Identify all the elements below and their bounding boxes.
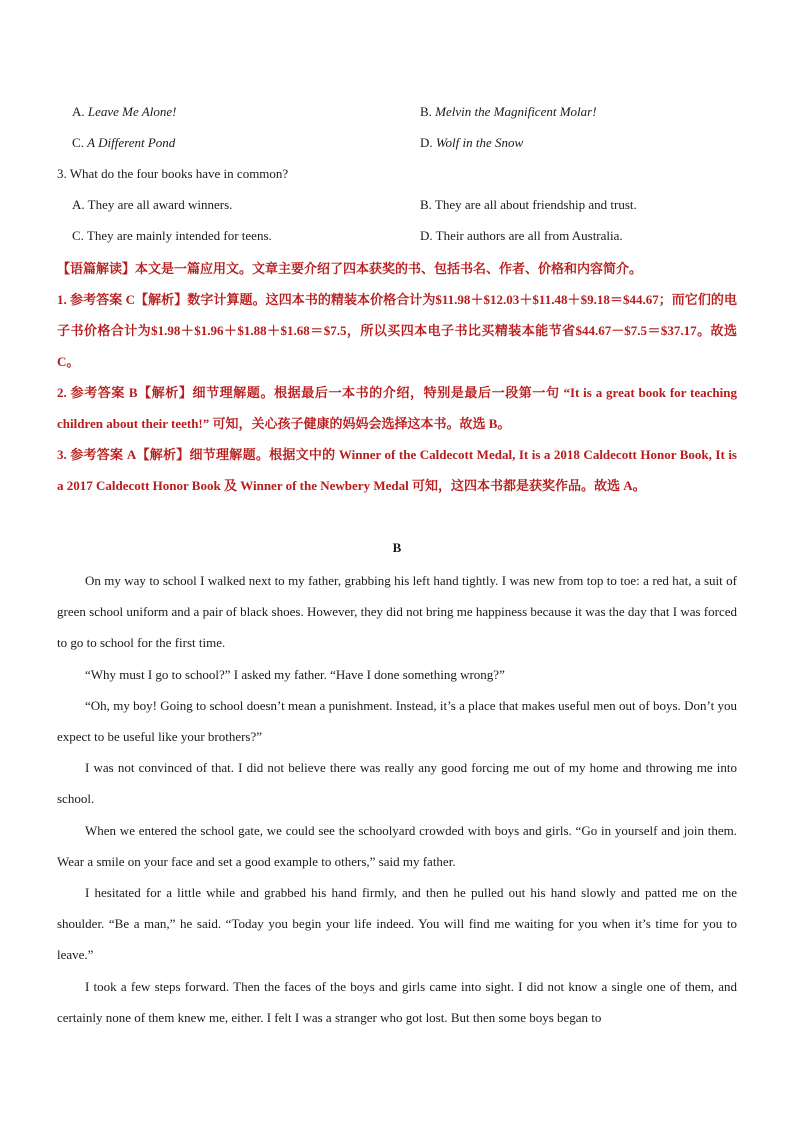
q2-option-c — [72, 133, 175, 153]
passage-paragraph: When we entered the school gate, we could see the schoolyard crowded with boys and girls. “Go in yourself and join them. Wear a smile on your face and set a good example to others,” said my father. — [57, 822, 737, 869]
q2-option-b — [420, 102, 597, 122]
q2-option-a-letter: A. — [72, 104, 85, 119]
q3-option-a: A. They are all award winners. — [72, 197, 233, 212]
answer-3: 3. 参考答案 A【解析】细节理解题。根据文中的 Winner of the Caldecott Medal, It is a 2018 Caldecott Honor Book, It is a 2017 Caldecott Honor Book 及 Winner of the Newbery Medal 可知，这四本书都是获奖作品。故选 A。 — [57, 447, 737, 493]
q2-option-d — [420, 133, 523, 153]
passage-paragraph: “Why must I go to school?” I asked my father. “Have I done something wrong?” — [85, 666, 505, 682]
q3-options-row-1 — [72, 195, 752, 215]
q3-option-b: B. They are all about friendship and trust. — [420, 197, 637, 212]
passage-summary: 【语篇解读】本文是一篇应用文。文章主要介绍了四本获奖的书、包括书名、作者、价格和内容简介。 — [57, 261, 643, 276]
passage-paragraph: “Oh, my boy! Going to school doesn’t mean a punishment. Instead, it’s a place that makes useful men out of boys. Don’t you expect to be useful like your brothers?” — [57, 697, 737, 745]
q2-option-c-title: A Different Pond — [87, 135, 176, 150]
q2-option-a — [72, 102, 176, 122]
q2-option-b-letter: B. — [420, 104, 432, 119]
answer-2: 2. 参考答案 B【解析】细节理解题。根据最后一本书的介绍，特别是最后一段第一句 “It is a great book for teaching children about their teeth!” 可知，关心孩子健康的妈妈会选择这本书。故选 B。 — [57, 385, 737, 431]
q2-option-d-letter: D. — [420, 135, 433, 150]
passage-paragraph: On my way to school I walked next to my father, grabbing his left hand tightly. I was new from top to toe: a red hat, a suit of green school uniform and a pair of black shoes. However, they did not bring me happiness because it was the day that I was forced to go to school for the first time. — [57, 573, 737, 651]
q2-options-row-2 — [72, 133, 752, 153]
answer-1: 1. 参考答案 C【解析】数字计算题。这四本书的精装本价格合计为$11.98＋$12.03＋$11.48＋$9.18＝$44.67；而它们的电子书价格合计为$1.98＋$1.96＋$1.88＋$1.68＝$7.5，所以买四本电子书比买精装本能节省$44.67－$7.5＝$37.17。故选 C。 — [57, 292, 737, 369]
q3-option-c: C. They are mainly intended for teens. — [72, 228, 272, 243]
q2-option-b-title: Melvin the Magnificent Molar! — [435, 104, 597, 119]
q2-option-a-title: Leave Me Alone! — [87, 104, 177, 119]
q3-stem: 3. What do the four books have in common? — [57, 166, 289, 181]
reading-passage — [57, 565, 737, 1033]
q2-option-c-letter: C. — [72, 135, 84, 150]
q3-option-d: D. Their authors are all from Australia. — [420, 228, 623, 243]
q3-options-row-2 — [72, 226, 752, 246]
passage-paragraph: I was not convinced of that. I did not believe there was really any good forcing me out of my home and throwing me into school. — [57, 760, 737, 807]
section-label: B — [392, 540, 402, 555]
q2-options-row-1 — [72, 102, 752, 122]
passage-paragraph: I hesitated for a little while and grabbed his hand firmly, and then he pulled out his hand slowly and patted me on the shoulder. “Be a man,” he said. “Today you begin your life indeed. You will find me waiting for you when it’s time for you to leave.” — [57, 885, 737, 963]
passage-paragraph: I took a few steps forward. Then the faces of the boys and girls came into sight. I did not know a single one of them, and certainly none of them knew me, either. I felt I was a stranger who got lost. But then some boys began to — [57, 978, 737, 1025]
q2-option-d-title: Wolf in the Snow — [435, 135, 524, 150]
